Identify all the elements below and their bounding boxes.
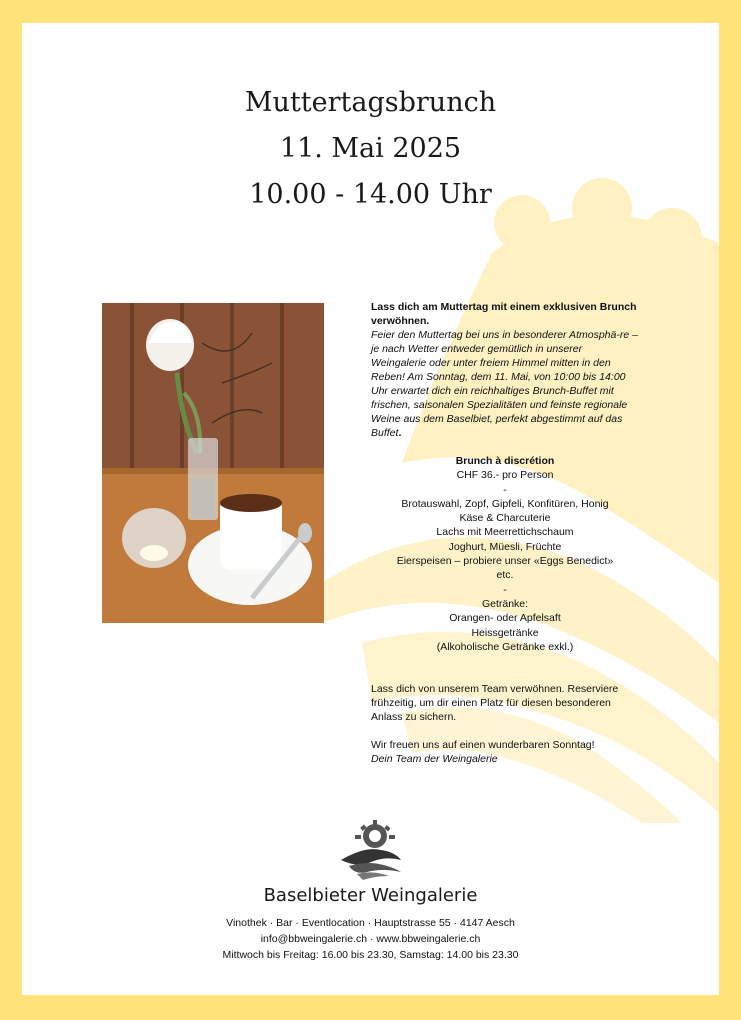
signature-text: Dein Team der Weingalerie [371, 753, 498, 766]
footer-hours: Mittwoch bis Freitag: 16.00 bis 23.30, Samstag: 14.00 bis 23.30 [222, 949, 519, 961]
drink-item: (Alkoholische Getränke exkl.) [436, 640, 574, 653]
closing-text: Wir freuen uns auf einen wunderbaren Sonntag! [371, 739, 595, 752]
intro-paragraph [371, 328, 639, 440]
menu-price: CHF 36.- pro Person [456, 469, 554, 482]
intro-heading: Lass dich am Muttertag mit einem exklusiven Brunch verwöhnen. [371, 301, 637, 327]
footer-contact: info@bbweingalerie.ch · www.bbweingalerie.ch [260, 933, 481, 945]
menu-separator: - [503, 583, 507, 596]
drinks-title: Getränke: [481, 597, 529, 610]
menu-item: Eierspeisen – probiere unser «Eggs Benedict» [396, 555, 614, 568]
menu-item: Käse & Charcuterie [459, 512, 551, 525]
event-time: 10.00 - 14.00 Uhr [249, 179, 492, 210]
menu-separator: - [503, 483, 507, 496]
outro-section [371, 682, 639, 766]
gear-wave-logo-icon [335, 820, 407, 882]
menu-title: Brunch à discrétion [455, 455, 555, 467]
menu-item: etc. [496, 569, 514, 582]
menu-item: Lachs mit Meerrettichschaum [436, 526, 574, 539]
drink-item: Heissgetränke [471, 626, 539, 639]
menu-item: Joghurt, Müesli, Früchte [448, 540, 562, 553]
drink-item: Orangen- oder Apfelsaft [449, 612, 561, 625]
description-column [371, 300, 639, 766]
intro-period: . [398, 427, 402, 439]
reservation-text: Lass dich von unserem Team verwöhnen. Reserviere frühzeitig, um dir einen Platz für diesen besonderen Anlass zu sichern. [371, 683, 619, 724]
intro-text: Feier den Muttertag bei uns in besonderer Atmosphä-re – je nach Wetter entweder gemütlich in unserer Weingalerie oder unter freiem Himmel mitten in den Reben! Am Sonntag, dem 11. Mai, von 10:00 bis 14:00 Uhr erwartet dich ein reichhaltiges Brunch-Buffet mit frischen, saisonalen Spezialitäten und feinste regionale Weine aus dem Baselbiet, perfekt abgestimmt auf das Buffet [371, 329, 638, 439]
brunch-menu [371, 454, 639, 654]
event-title: Muttertagsbrunch [244, 87, 497, 118]
event-date: 11. Mai 2025 [279, 133, 462, 164]
coffee-tulip-photo [102, 303, 324, 623]
menu-item: Brotauswahl, Zopf, Gipfeli, Konfitüren, Honig [401, 497, 609, 510]
footer-address: Vinothek · Bar · Eventlocation · Hauptstrasse 55 · 4147 Aesch [226, 917, 515, 929]
flyer-page [22, 23, 719, 995]
brand-name: Baselbieter Weingalerie [263, 885, 478, 906]
